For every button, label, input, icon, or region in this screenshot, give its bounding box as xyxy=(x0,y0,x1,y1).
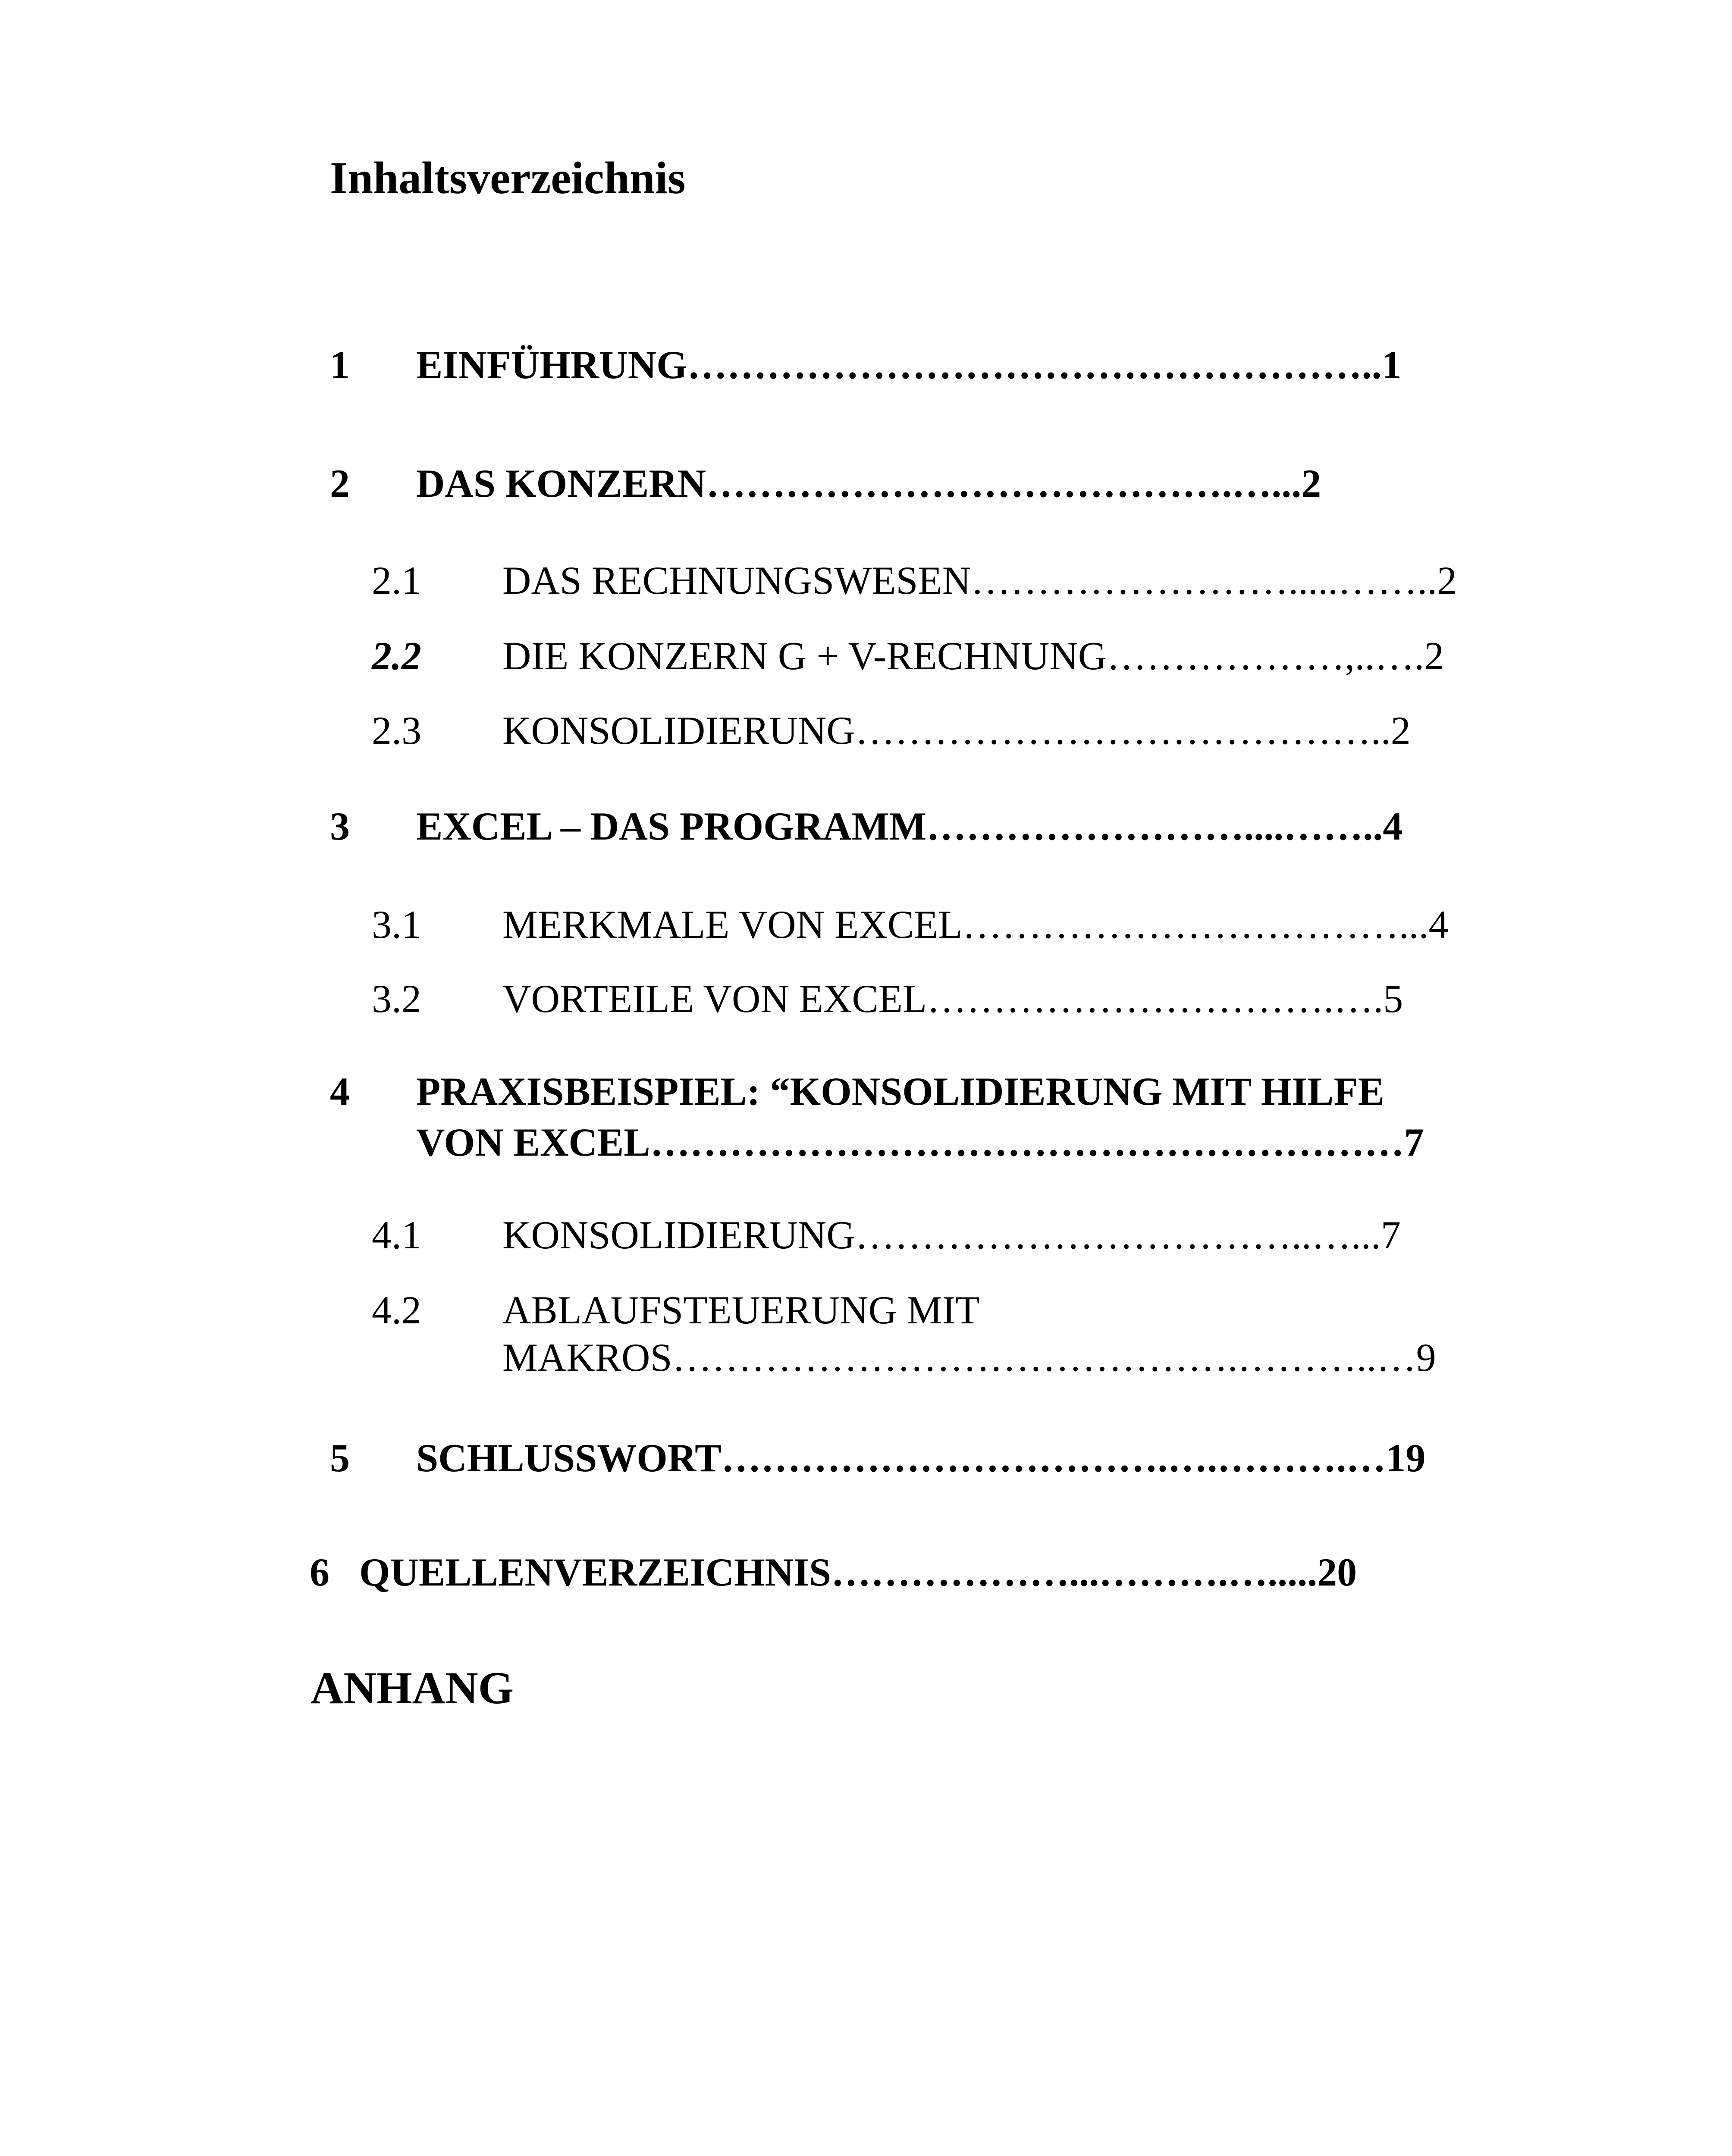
toc-entry-2[interactable] xyxy=(330,461,1542,507)
toc-entry-3-2[interactable] xyxy=(372,979,1541,1022)
toc-number: 2 xyxy=(330,461,350,505)
toc-text-line2: VON EXCEL…………………………………………………7 xyxy=(416,1120,1424,1164)
toc-number: 2.1 xyxy=(372,558,421,602)
appendix-heading: ANHANG xyxy=(311,1663,514,1713)
toc-entry-2-1[interactable] xyxy=(372,558,1541,604)
toc-number: 4.2 xyxy=(372,1288,421,1332)
toc-entry-5[interactable] xyxy=(330,1438,1542,1481)
toc-text-line2: MAKROS…………………………………….………..…9 xyxy=(502,1335,1436,1379)
toc-entry-4[interactable] xyxy=(330,1069,1542,1175)
toc-number: 4.1 xyxy=(372,1213,421,1257)
toc-text: MERKMALE VON EXCEL……………………………...4 xyxy=(502,903,1449,946)
toc-entry-2-2[interactable] xyxy=(372,636,1541,679)
toc-entry-4-2[interactable] xyxy=(372,1290,1541,1389)
toc-entry-6[interactable] xyxy=(310,1552,1543,1595)
toc-number: 6 xyxy=(310,1550,329,1594)
toc-text: DAS RECHNUNGSWESEN…………………….....……..2 xyxy=(502,558,1457,602)
toc-text-line1: PRAXISBEISPIEL: “KONSOLIDIERUNG MIT HILFE xyxy=(416,1069,1385,1113)
toc-number: 2.3 xyxy=(372,708,421,752)
toc-text-line1: ABLAUFSTEUERUNG MIT xyxy=(502,1288,980,1332)
toc-text: KONSOLIDIERUNG…………………………………..2 xyxy=(502,708,1411,752)
toc-entry-1[interactable] xyxy=(330,345,1542,388)
toc-text: EXCEL – DAS PROGRAMM……………………....……..4 xyxy=(416,804,1403,848)
toc-entry-4-1[interactable] xyxy=(372,1215,1541,1258)
toc-text: EINFÜHRUNG……………………………………………..1 xyxy=(416,343,1402,387)
toc-number: 2.2 xyxy=(372,634,421,678)
toc-entry-3[interactable] xyxy=(330,806,1542,849)
toc-text: KONSOLIDIERUNG……………………………..…...7 xyxy=(502,1213,1401,1257)
toc-text: QUELLENVERZEICHNIS………………...……….….....20 xyxy=(359,1550,1357,1594)
toc-number: 4 xyxy=(330,1069,350,1113)
toc-entry-2-3[interactable] xyxy=(372,708,1541,754)
toc-number: 1 xyxy=(330,343,350,387)
toc-entry-3-1[interactable] xyxy=(372,905,1541,948)
page-title: Inhaltsverzeichnis xyxy=(330,153,686,203)
toc-number: 3.2 xyxy=(372,977,421,1021)
toc-text: SCHLUSSWORT…………………………….….……….…19 xyxy=(416,1436,1426,1480)
toc-text: VORTEILE VON EXCEL………………………….….5 xyxy=(502,977,1403,1021)
toc-number: 3.1 xyxy=(372,903,421,946)
toc-number: 5 xyxy=(330,1436,350,1480)
toc-text: DAS KONZERN………………………………….…...2 xyxy=(416,461,1321,505)
toc-number: 3 xyxy=(330,804,350,848)
toc-text: DIE KONZERN G + V-RECHNUNG………………,..….2 xyxy=(502,634,1444,678)
